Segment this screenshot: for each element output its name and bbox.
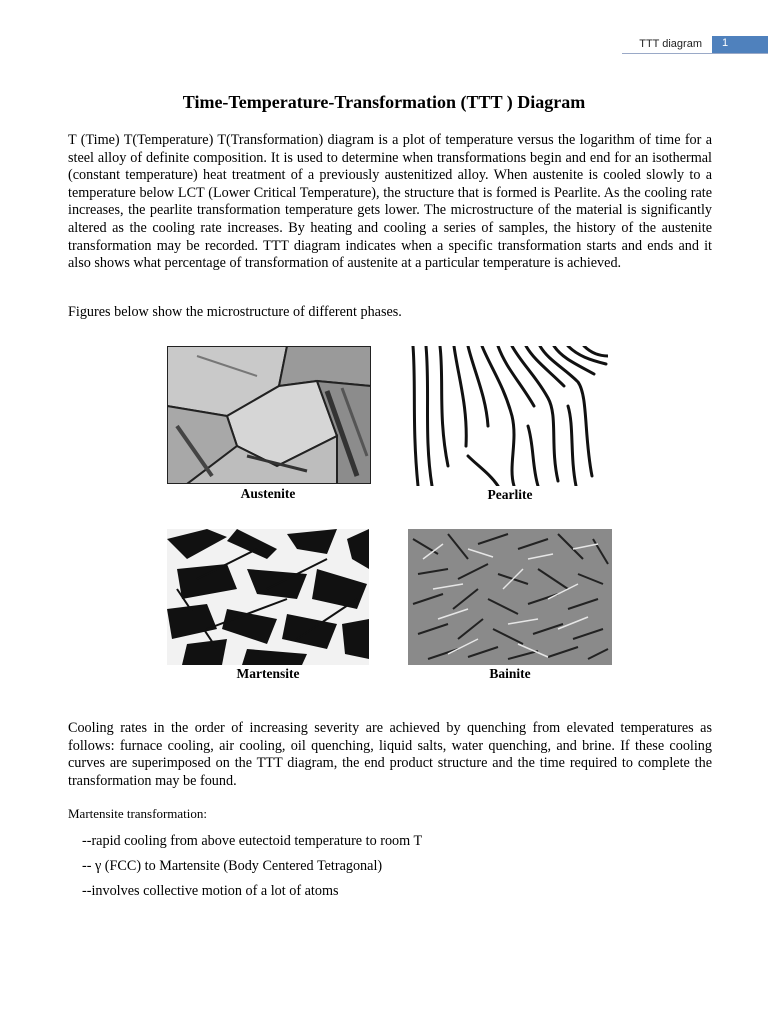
martensite-micrograph <box>167 529 369 665</box>
list-item: --rapid cooling from above eutectoid temperature to room T <box>82 833 423 849</box>
intro-paragraph: T (Time) T(Temperature) T(Transformation) diagram is a plot of temperature versus the logarithm of time for a steel alloy of definite composition. It is used to determine when transformations begin and end for an isothermal (constant temperature) heat treatment of a previously austenitized alloy. When austenite is cooled slowly to a temperature below LCT (Lower Critical Temperature), the structure that is formed is Pearlite. As the cooling rate increases, the pearlite transformation temperature gets lower. The microstructure of the material is significantly altered as the cooling rate increases. By heating and cooling a series of samples, the history of the austenite transformation may be recorded. TTT diagram indicates when a specific transformation starts and ends and it also shows what percentage of transformation of austenite at a particular temperature is achieved. <box>68 132 712 272</box>
austenite-caption: Austenite <box>240 486 296 501</box>
figures-intro-paragraph: Figures below show the microstructure of different phases. <box>68 304 402 320</box>
document-title: Time-Temperature-Transformation (TTT ) Diagram <box>182 92 586 112</box>
austenite-micrograph <box>167 346 371 484</box>
martensite-heading: Martensite transformation: <box>68 806 207 821</box>
bainite-micrograph <box>408 529 612 665</box>
list-item: -- γ (FCC) to Martensite (Body Centered Tetragonal) <box>82 858 383 874</box>
page-number-box <box>712 36 768 53</box>
pearlite-caption: Pearlite <box>487 487 533 502</box>
pearlite-micrograph <box>408 346 608 486</box>
bainite-caption: Bainite <box>489 666 531 681</box>
martensite-caption: Martensite <box>236 666 300 681</box>
list-item: --involves collective motion of a lot of atoms <box>82 883 339 899</box>
header-rule <box>622 53 768 54</box>
cooling-rates-paragraph: Cooling rates in the order of increasing severity are achieved by quenching from elevated temperatures as follows: furnace cooling, air cooling, oil quenching, liquid salts, water quenching, and brine. If these cooling curves are superimposed on the TTT diagram, the end product structure and the time required to complete the transformation may be found. <box>68 720 712 789</box>
page-number: 1 <box>722 37 729 49</box>
page-header <box>0 36 768 54</box>
running-title: TTT diagram <box>639 38 702 50</box>
